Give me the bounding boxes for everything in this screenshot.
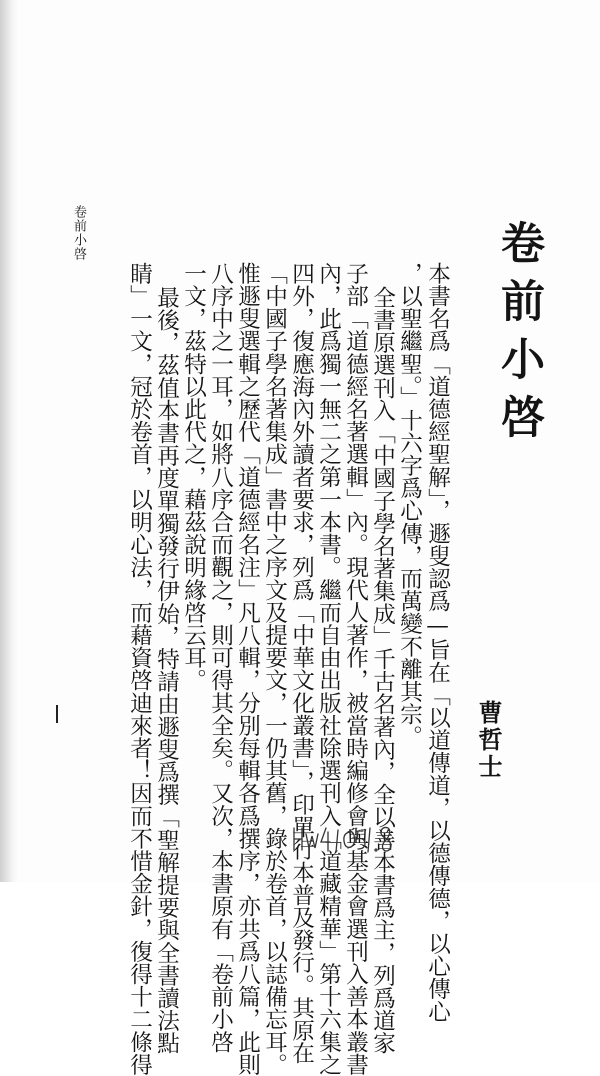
scan-edge-shadow [0,0,18,882]
text-column-6: 四外，復應海內外讀者要求，列爲「中華文化叢書」，印單行本普及發行。其原在 [288,262,315,1065]
author-name: 曹哲士 [474,700,503,781]
text-column-4: 子部「道德經名著選輯」內。現代人著作，被當時編修會與基金會選刊入善本叢書 [342,262,369,1076]
text-column-8: 惟遯叟選輯之歷代「道德經名注」凡八輯，分別每輯各爲撰序，亦共爲八篇，此則 [234,262,261,1076]
text-column-11: 最後，茲值本書再度單獨發行伊始，特請由遯叟爲撰「聖解提要與全書讀法點 [153,286,180,1055]
text-column-2: ，以聖繼聖。」十六字爲心傳，而萬變不離其宗。 [396,262,423,748]
text-column-12: 睛」一文，冠於卷首，以明心法，而藉資啓迪來者！因而不惜金針，復得十二條得 [126,262,153,1076]
text-column-9: 八序中之一耳，如將八序合而觀之，則可得其全矣。又次，本書原有「卷前小啓 [207,262,234,1053]
text-column-3: 全書原選刊入「中國子學名著集成」千古名著內，全以善本書爲主，列爲道家 [369,286,396,1055]
text-column-1: 本書名爲「道德經聖解」，遯叟認爲—旨在「以道傳道，以德傳德，以心傳心 [424,262,451,1023]
running-footer-label: 卷前小啓 [71,205,86,261]
page-title: 卷前小啓 [493,220,544,452]
text-column-7: 「中國子學名著集成」書中之序文及提要文，一仍其舊，錄於卷首，以誌備忘耳。 [261,262,288,1076]
text-column-10: 一文，茲特以此代之，藉茲說明緣啓云耳。 [180,262,207,692]
text-column-5: 內，此爲獨一無二之第一本書。繼而自由出版社除選刊入「道藏精華」第十六集之 [315,262,342,1076]
handwritten-call-number [290,820,400,860]
page-number [56,705,58,723]
